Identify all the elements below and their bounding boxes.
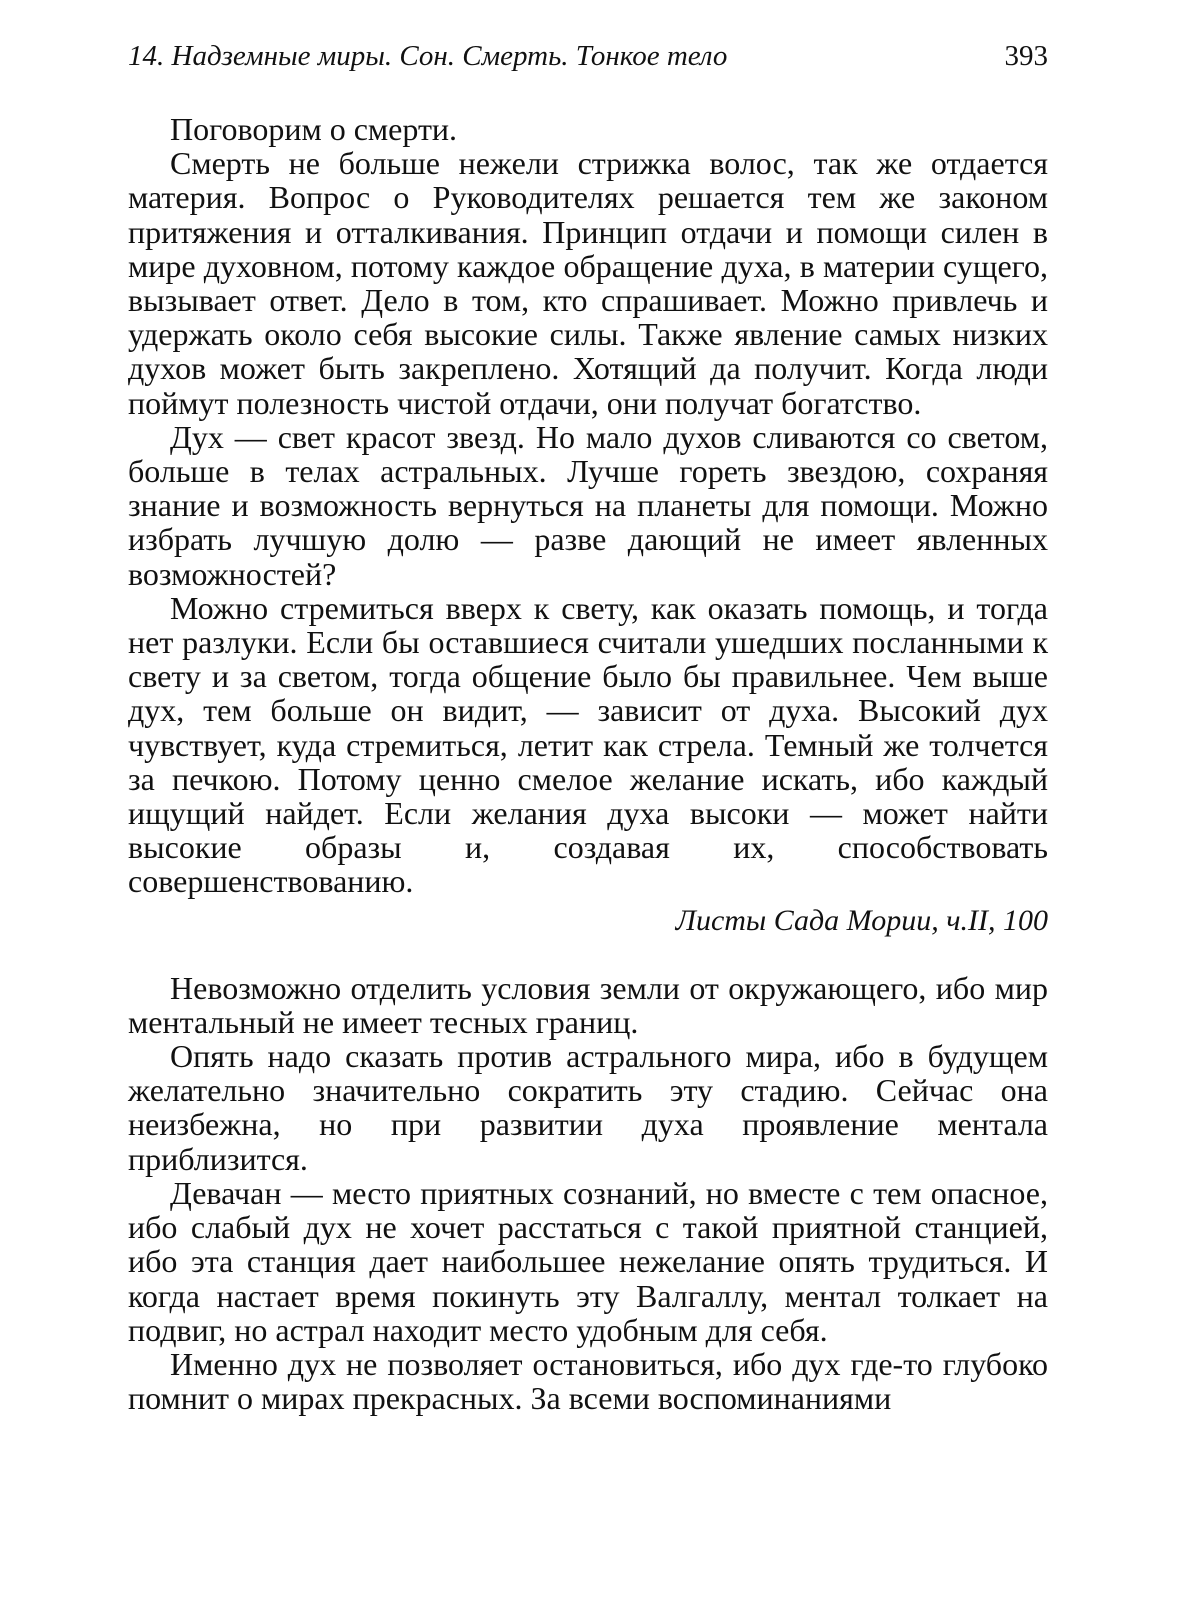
source-citation: Листы Сада Мории, ч.II, 100: [675, 903, 1048, 937]
paragraph: Опять надо сказать против астрального мира, ибо в будущем желательно значительно сократить эту стадию. Сейчас она неизбежна, но при развитии духа проявление ментала приблизится.: [128, 1038, 1048, 1177]
paragraph: Именно дух не позволяет остановиться, ибо дух где-то глубоко помнит о мирах прекрасных. За всеми воспоминаниями: [128, 1345, 1048, 1417]
chapter-title: 14. Надземные миры. Сон. Смерть. Тонкое тело: [128, 40, 728, 72]
paragraph: Невозможно отделить условия земли от окружающего, ибо мир ментальный не имеет тесных границ.: [128, 969, 1048, 1040]
page-number: 393: [1004, 40, 1048, 72]
paragraph: Можно стремиться вверх к свету, как оказать помощь, и тогда нет разлуки. Если бы оставшиеся считали ушедших посланными к свету и за светом, тогда общение было бы правильнее. Чем выше дух, тем больше он видит, — зависит от духа. Высокий дух чувствует, куда стремиться, летит как стрела. Темный же толчется за печкою. Потому ценно смелое желание искать, ибо каждый ищущий найдет. Если желания духа высоки — может найти высокие образы и, создавая их, способствовать совершенствованию.: [128, 589, 1048, 900]
running-header: [128, 34, 1048, 82]
paragraph: Дух — свет красот звезд. Но мало духов сливаются со светом, больше в телах астральных. Лучше гореть звездою, сохраняя знание и возможность вернуться на планеты для помощи. Можно избрать лучшую долю — разве дающий не имеет явленных возможностей?: [128, 418, 1048, 592]
page-body: [128, 112, 1048, 1415]
paragraph: Поговорим о смерти.: [170, 111, 458, 147]
paragraph: Смерть не больше нежели стрижка волос, так же отдается материя. Вопрос о Руководителях решается тем же законом притяжения и отталкивания. Принцип отдачи и помощи силен в мире духовном, потому каждое обращение духа, в материи сущего, вызывает ответ. Дело в том, кто спрашивает. Можно привлечь и удержать около себя высокие силы. Также явление самых низких духов может быть закреплено. Хотящий да получит. Когда люди поймут полезность чистой отдачи, они получат богатство.: [128, 145, 1048, 421]
paragraph: Девачан — место приятных сознаний, но вместе с тем опасное, ибо слабый дух не хочет расстаться с такой приятной станцией, ибо эта станция дает наибольшее нежелание опять трудиться. И когда настает время покинуть эту Валгаллу, ментал толкает на подвиг, но астрал находит место удобным для себя.: [128, 1174, 1048, 1348]
book-page: [128, 34, 1048, 1574]
